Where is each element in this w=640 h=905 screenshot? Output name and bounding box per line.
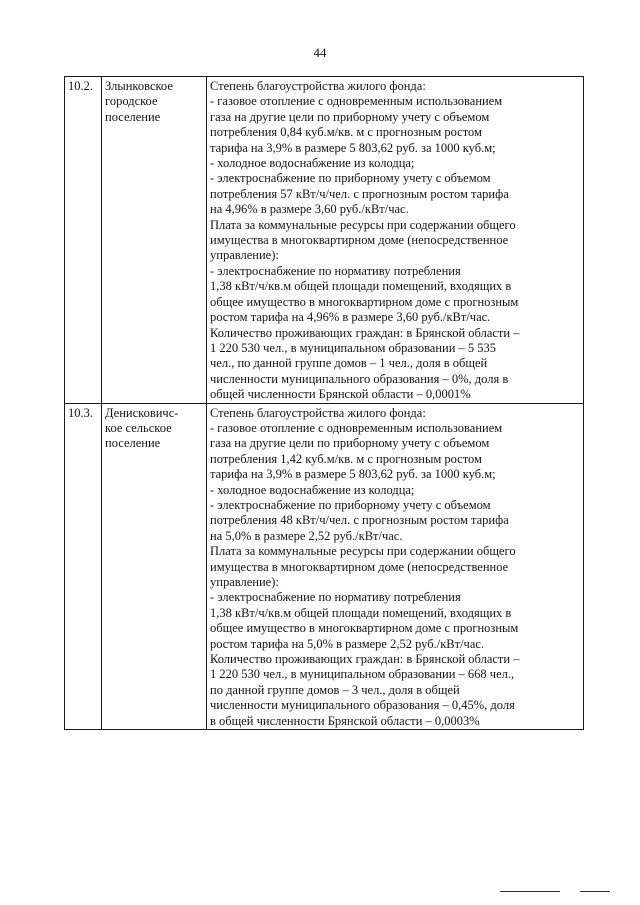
settlement-name-line: кое сельское [105,420,172,435]
description-line: общее имущество в многоквартирном доме с прогнозным [210,621,519,636]
settlement-name [102,403,207,730]
description-line: Плата за коммунальные ресурсы при содержании общего [210,544,516,559]
description-line: потребления 0,84 куб.м/кв. м с прогнозным ростом [210,125,482,140]
description-line: потребления 1,42 куб.м/кв. м с прогнозным ростом [210,451,482,466]
description-line: - газовое отопление с одновременным использованием [210,94,503,109]
settlement-name-line: поселение [105,436,161,451]
description-line: ростом тарифа на 4,96% в размере 3,60 руб./кВт/час. [210,310,491,325]
description-line: Степень благоустройства жилого фонда: [210,79,426,93]
description-line: общей численности Брянской области – 0,0001% [210,387,471,402]
scan-mark [580,891,610,892]
row-number: 10.3. [65,403,102,730]
table-row [65,403,584,730]
description-line: тарифа на 3,9% в размере 5 803,62 руб. за 1000 куб.м; [210,467,496,482]
description-line: - электроснабжение по приборному учету с объемом [210,171,491,186]
description-line: газа на другие цели по приборному учету с объемом [210,109,490,124]
description-line: Плата за коммунальные ресурсы при содержании общего [210,217,516,232]
housing-description [207,403,584,730]
settlement-name-line: Денисковичс- [105,405,179,420]
description-line: Степень благоустройства жилого фонда: [210,405,426,420]
description-line: управление): [210,575,279,589]
description-line: 1 220 530 чел., в муниципальном образовании – 668 чел., [210,667,515,682]
description-line: Количество проживающих граждан: в Брянской области – [210,652,520,667]
description-line: - электроснабжение по приборному учету с объемом [210,497,491,512]
housing-description [207,77,584,404]
description-line: потребления 57 кВт/ч/чел. с прогнозным ростом тарифа [210,186,509,201]
settlement-name-line: городское [105,94,158,109]
description-line: 1,38 кВт/ч/кв.м общей площади помещений, входящих в [210,605,512,620]
settlement-name [102,77,207,404]
description-line: - газовое отопление с одновременным использованием [210,420,503,435]
description-line: чел., по данной группе домов – 1 чел., доля в общей [210,356,488,371]
row-number: 10.2. [65,77,102,404]
description-line: Количество проживающих граждан: в Брянской области – [210,325,520,340]
description-line: потребления 48 кВт/ч/чел. с прогнозным ростом тарифа [210,513,509,528]
description-line: по данной группе домов – 3 чел., доля в общей [210,682,460,697]
description-line: на 5,0% в размере 2,52 руб./кВт/час. [210,528,403,543]
page-number: 44 [313,45,327,60]
description-line: - электроснабжение по нормативу потребления [210,263,461,278]
settlement-name-line: Злынковское [105,79,173,93]
description-line: общее имущество в многоквартирном доме с прогнозным [210,294,519,309]
settlement-name-line: поселение [105,109,161,124]
scan-mark [500,891,560,892]
description-line: - холодное водоснабжение из колодца; [210,156,415,171]
description-line: на 4,96% в размере 3,60 руб./кВт/час. [210,202,409,217]
settlements-table [64,76,584,730]
description-line: имущества в многоквартирном доме (непосредственное [210,233,509,248]
description-line: ростом тарифа на 5,0% в размере 2,52 руб./кВт/час. [210,636,485,651]
description-line: - холодное водоснабжение из колодца; [210,482,415,497]
description-line: численности муниципального образования – 0%, доля в [210,371,509,386]
description-line: в общей численности Брянской области – 0,0003% [210,713,480,728]
description-line: - электроснабжение по нормативу потребления [210,590,461,605]
description-line: имущества в многоквартирном доме (непосредственное [210,559,509,574]
description-line: 1,38 кВт/ч/кв.м общей площади помещений, входящих в [210,279,512,294]
description-line: 1 220 530 чел., в муниципальном образовании – 5 535 [210,340,497,355]
description-line: управление): [210,248,279,263]
description-line: численности муниципального образования – 0,45%, доля [210,698,515,713]
description-line: газа на другие цели по приборному учету с объемом [210,436,490,451]
table-row [65,77,584,404]
description-line: тарифа на 3,9% в размере 5 803,62 руб. за 1000 куб.м; [210,140,496,155]
